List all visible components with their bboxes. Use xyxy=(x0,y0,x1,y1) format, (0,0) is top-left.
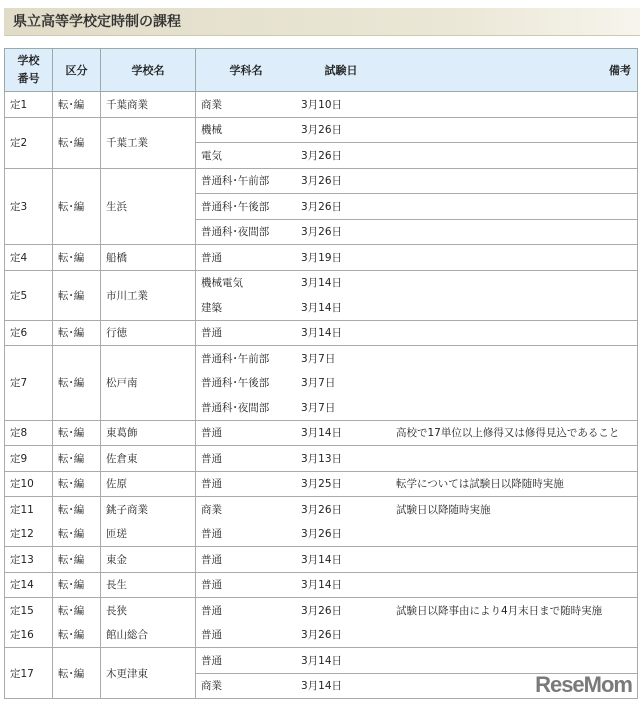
school-number: 定7 xyxy=(5,346,53,421)
exam-date: 3月26日 xyxy=(296,219,391,245)
remarks xyxy=(391,371,638,396)
exam-date: 3月26日 xyxy=(296,598,391,623)
department-name: 電気 xyxy=(196,143,297,169)
category: 転･編 xyxy=(53,471,101,497)
table-row xyxy=(5,547,638,573)
table-row xyxy=(5,497,638,522)
exam-date: 3月26日 xyxy=(296,168,391,194)
category: 転･編 xyxy=(53,420,101,446)
department-name: 普通 xyxy=(196,623,297,648)
exam-date: 3月26日 xyxy=(296,117,391,143)
school-name: 木更津東 xyxy=(101,648,196,699)
exam-date: 3月14日 xyxy=(301,301,343,314)
category: 転･編 xyxy=(53,522,101,547)
exam-date: 3月7日 xyxy=(301,401,336,414)
remarks xyxy=(391,245,638,271)
category: 転･編 xyxy=(53,117,101,168)
table-row xyxy=(5,446,638,472)
remarks xyxy=(391,522,638,547)
remarks: 転学については試験日以降随時実施 xyxy=(391,471,638,497)
remarks xyxy=(391,194,638,220)
department-name: 普通科･午後部 xyxy=(196,194,297,220)
remarks xyxy=(391,92,638,118)
remarks xyxy=(391,143,638,169)
department-name: 普通 xyxy=(196,471,297,497)
school-name: 佐倉東 xyxy=(101,446,196,472)
department-name: 普通 xyxy=(196,446,297,472)
remarks xyxy=(391,270,638,295)
category: 転･編 xyxy=(53,547,101,573)
exam-date: 3月26日 xyxy=(296,194,391,220)
exam-date: 3月14日 xyxy=(296,673,391,699)
category: 転･編 xyxy=(53,320,101,346)
school-name: 市川工業 xyxy=(101,270,196,320)
category: 転･編 xyxy=(53,92,101,118)
department-name: 普通科･午後部 xyxy=(196,371,297,396)
school-number: 定1 xyxy=(5,92,53,118)
department-name: 普通 xyxy=(196,245,297,271)
department-name: 普通科･夜間部 xyxy=(196,395,297,420)
school-name: 銚子商業 xyxy=(101,497,196,522)
exam-date: 3月14日 xyxy=(296,320,391,346)
category: 転･編 xyxy=(53,497,101,522)
schedule-table xyxy=(4,48,638,699)
department-name: 商業 xyxy=(196,673,297,699)
remarks xyxy=(391,168,638,194)
category: 転･編 xyxy=(53,572,101,598)
department-name: 機械 xyxy=(196,117,297,143)
school-number: 定5 xyxy=(5,270,53,320)
table-row xyxy=(5,648,638,674)
school-name: 佐原 xyxy=(101,471,196,497)
table-row xyxy=(5,270,638,295)
school-number: 定15 xyxy=(5,598,53,623)
exam-date: 3月14日 xyxy=(296,547,391,573)
remarks xyxy=(391,623,638,648)
category: 転･編 xyxy=(53,623,101,648)
department-name: 機械電気 xyxy=(196,270,297,295)
school-name: 長生 xyxy=(101,572,196,598)
remarks xyxy=(391,295,638,320)
header-no: 学校 番号 xyxy=(5,49,53,92)
category: 転･編 xyxy=(53,648,101,699)
department-name: 普通 xyxy=(196,572,297,598)
table-header xyxy=(5,49,638,92)
table-row xyxy=(5,117,638,143)
exam-date: 3月10日 xyxy=(296,92,391,118)
resemom-logo: ReseMom xyxy=(535,672,632,697)
exam-date: 3月7日 xyxy=(301,377,336,390)
school-number: 定10 xyxy=(5,471,53,497)
school-name: 松戸南 xyxy=(101,346,196,421)
department-name: 建築 xyxy=(196,295,297,320)
category: 転･編 xyxy=(53,446,101,472)
section-title: 県立高等学校定時制の課程 xyxy=(4,8,640,36)
school-number: 定3 xyxy=(5,168,53,245)
school-name: 長狭 xyxy=(101,598,196,623)
department-name: 普通 xyxy=(196,522,297,547)
school-name: 千葉商業 xyxy=(101,92,196,118)
remarks xyxy=(391,346,638,371)
department-name: 普通 xyxy=(196,320,297,346)
header-note: 備考 xyxy=(609,64,631,77)
exam-date: 3月14日 xyxy=(296,572,391,598)
table-row xyxy=(5,572,638,598)
table-row xyxy=(5,92,638,118)
table-row xyxy=(5,245,638,271)
table-row xyxy=(5,471,638,497)
remarks xyxy=(391,117,638,143)
table-row xyxy=(5,346,638,371)
school-number: 定11 xyxy=(5,497,53,522)
exam-date: 3月25日 xyxy=(296,471,391,497)
school-name: 行徳 xyxy=(101,320,196,346)
category: 転･編 xyxy=(53,270,101,320)
remarks: 試験日以降随時実施 xyxy=(391,497,638,522)
exam-date: 3月26日 xyxy=(296,143,391,169)
table-row xyxy=(5,168,638,194)
header-dept-date-note xyxy=(196,49,638,92)
department-name: 普通科･午前部 xyxy=(196,346,297,371)
remarks xyxy=(391,320,638,346)
table-row xyxy=(5,420,638,446)
exam-date: 3月19日 xyxy=(296,245,391,271)
school-number: 定6 xyxy=(5,320,53,346)
table-row xyxy=(5,598,638,623)
school-number: 定13 xyxy=(5,547,53,573)
school-name: 船橋 xyxy=(101,245,196,271)
exam-date: 3月26日 xyxy=(301,528,343,541)
exam-date: 3月7日 xyxy=(296,346,391,371)
school-name: 千葉工業 xyxy=(101,117,196,168)
department-name: 商業 xyxy=(196,497,297,522)
school-name: 生浜 xyxy=(101,168,196,245)
exam-date: 3月14日 xyxy=(296,420,391,446)
header-date: 試験日 xyxy=(324,64,358,77)
remarks xyxy=(391,446,638,472)
remarks: 高校で17単位以上修得又は修得見込であること xyxy=(391,420,638,446)
exam-date: 3月26日 xyxy=(296,497,391,522)
school-number: 定14 xyxy=(5,572,53,598)
school-name: 匝瑳 xyxy=(101,522,196,547)
table-row xyxy=(5,522,638,547)
remarks xyxy=(391,219,638,245)
category: 転･編 xyxy=(53,168,101,245)
remarks xyxy=(391,572,638,598)
remarks: 試験日以降事由により4月末日まで随時実施 xyxy=(391,598,638,623)
department-name: 普通 xyxy=(196,547,297,573)
department-name: 商業 xyxy=(196,92,297,118)
header-kubun: 区分 xyxy=(53,49,101,92)
header-dept: 学科名 xyxy=(229,64,263,77)
exam-date: 3月14日 xyxy=(296,648,391,674)
department-name: 普通 xyxy=(196,648,297,674)
department-name: 普通科･夜間部 xyxy=(196,219,297,245)
school-name: 東金 xyxy=(101,547,196,573)
school-number: 定17 xyxy=(5,648,53,699)
school-number: 定2 xyxy=(5,117,53,168)
category: 転･編 xyxy=(53,245,101,271)
category: 転･編 xyxy=(53,346,101,421)
exam-date: 3月14日 xyxy=(296,270,391,295)
school-name: 館山総合 xyxy=(101,623,196,648)
table-row xyxy=(5,320,638,346)
exam-date: 3月13日 xyxy=(296,446,391,472)
remarks xyxy=(391,648,638,674)
table-row xyxy=(5,623,638,648)
school-name: 東葛飾 xyxy=(101,420,196,446)
header-school: 学校名 xyxy=(101,49,196,92)
department-name: 普通 xyxy=(196,598,297,623)
school-number: 定12 xyxy=(5,522,53,547)
remarks xyxy=(391,395,638,420)
school-number: 定4 xyxy=(5,245,53,271)
school-number: 定9 xyxy=(5,446,53,472)
department-name: 普通科･午前部 xyxy=(196,168,297,194)
category: 転･編 xyxy=(53,598,101,623)
school-number: 定16 xyxy=(5,623,53,648)
department-name: 普通 xyxy=(196,420,297,446)
remarks xyxy=(391,547,638,573)
school-number: 定8 xyxy=(5,420,53,446)
exam-date: 3月26日 xyxy=(301,629,343,642)
